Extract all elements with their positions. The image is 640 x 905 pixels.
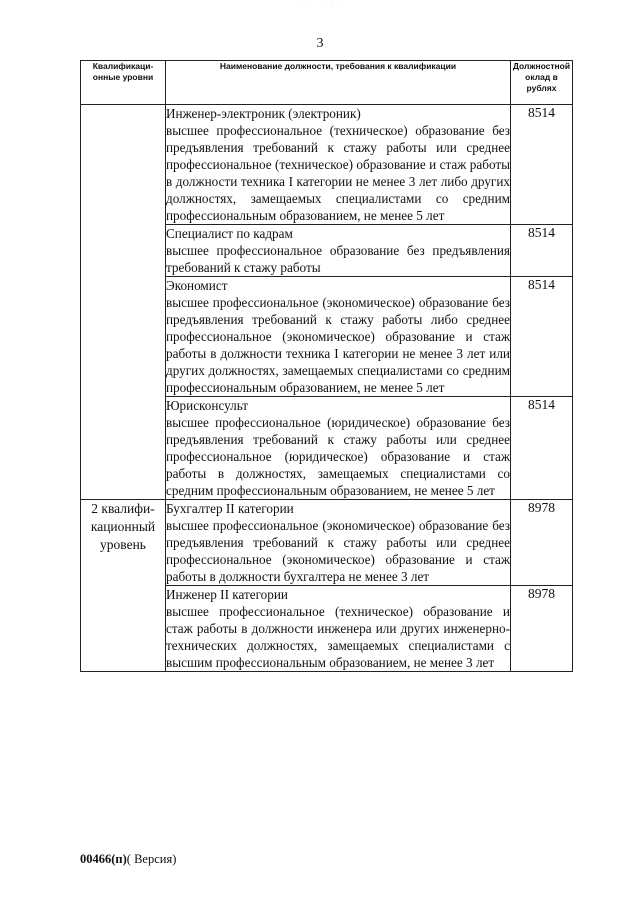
salary-cell: 8978 <box>511 500 573 586</box>
header-salary: Должностной оклад в рублях <box>511 61 573 105</box>
table-header-row <box>81 61 573 105</box>
position-title: Бухгалтер II категории <box>166 501 294 516</box>
salary-cell: 8514 <box>511 277 573 397</box>
document-code: 00466(п) <box>80 852 127 866</box>
page-number: 3 <box>316 36 324 51</box>
level-cell-2: 2 квалифи-кационный уровень <box>81 500 166 672</box>
position-title: Инженер-электроник (электроник) <box>166 106 361 121</box>
position-cell <box>166 586 511 672</box>
position-cell <box>166 397 511 500</box>
position-cell <box>166 277 511 397</box>
table-row <box>81 500 573 586</box>
position-requirements: высшее профессиональное (техническое) образование и стаж работы в должности инженера или других инженерно-технических должностях, замещаемых специалистами с высшим профессиональным образованием, не менее 3 лет <box>166 604 510 670</box>
salary-cell: 8978 <box>511 586 573 672</box>
scan-marks: · · · · . <box>300 2 346 10</box>
salary-cell: 8514 <box>511 225 573 277</box>
level-cell-1 <box>81 105 166 500</box>
qualification-table <box>80 60 573 672</box>
position-cell <box>166 105 511 225</box>
header-level: Квалификаци-онные уровни <box>81 61 166 105</box>
position-requirements: высшее профессиональное (юридическое) образование без предъявления требований к стажу работы или среднее профессиональное (юридическое) образование и стаж работы в должностях, замещаемых специалистами со средним профессиональным образованием, не менее 5 лет <box>166 415 510 498</box>
position-requirements: высшее профессиональное (экономическое) образование без предъявления требований к стажу работы либо среднее профессиональное (экономическое) образование и стаж работы в должности техника I категории не менее 3 лет или других должностях, замещаемых специалистами со средним профессиональным образованием, не менее 5 лет <box>166 295 510 395</box>
position-title: Инженер II категории <box>166 587 288 602</box>
document-footer <box>80 852 176 867</box>
table-row <box>81 105 573 225</box>
position-title: Специалист по кадрам <box>166 226 293 241</box>
position-requirements: высшее профессиональное (экономическое) образование без предъявления требований к стажу работы или среднее профессиональное (экономическое) образование и стаж работы в должности бухгалтера не менее 3 лет <box>166 518 510 584</box>
salary-cell: 8514 <box>511 105 573 225</box>
position-title: Экономист <box>166 278 228 293</box>
position-requirements: высшее профессиональное (техническое) образование без предъявления требований к стажу работы или среднее профессиональное (техническое) образование и стаж работы в должности техника I категории не менее 3 лет либо других должностях, замещаемых специалистами со средним профессиональным образованием, не менее 5 лет <box>166 123 510 223</box>
document-version: ( Версия) <box>126 852 177 866</box>
header-position: Наименование должности, требования к квалификации <box>166 61 511 105</box>
position-cell <box>166 225 511 277</box>
position-title: Юрисконсульт <box>166 398 248 413</box>
position-cell <box>166 500 511 586</box>
position-requirements: высшее профессиональное образование без предъявления требований к стажу работы <box>166 243 510 275</box>
salary-cell: 8514 <box>511 397 573 500</box>
